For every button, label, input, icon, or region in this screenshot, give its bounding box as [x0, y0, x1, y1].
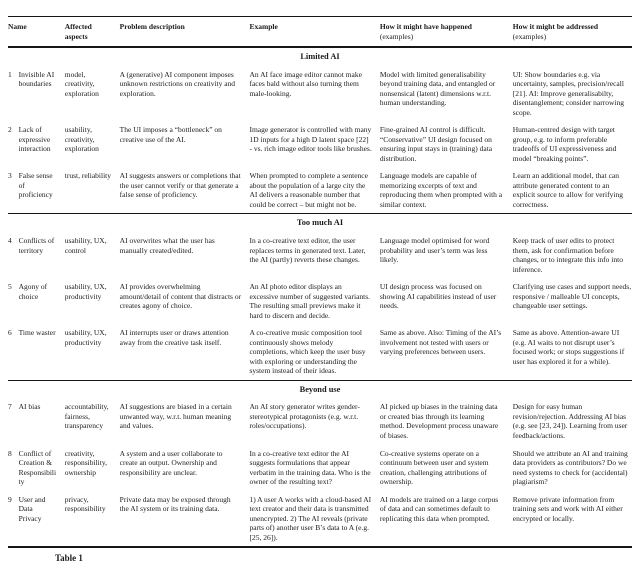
- section-title-row: [8, 214, 632, 232]
- row-number: 4: [8, 236, 12, 246]
- cell-example: In a co-creative text editor, the user replaces terms in generated text. Later, the AI (partly) reverts these changes.: [249, 236, 366, 265]
- cell-example: An AI story generator writes gender-stereotypical protagonists (e.g. w.r.t. roles/occupations).: [249, 402, 360, 431]
- cell-name: Agony of choice: [18, 282, 48, 301]
- row-number: 1: [8, 69, 12, 79]
- cell-affected-aspects: usability, UX, productivity: [64, 328, 107, 347]
- cell-problem-description: AI provides overwhelming amount/detail of content that distracts or creates agony of choice.: [119, 282, 242, 311]
- cell-how-addressed: Human-centred design with target group, e.g. to inform preferable tradeoffs of UI expressiveness and model “breaking points”.: [512, 125, 617, 163]
- cell-affected-aspects: trust, reliability: [64, 171, 112, 181]
- cell-example: An AI photo editor displays an excessive number of suggested variants. The resulting small previews make it hard to discern and decide.: [249, 282, 371, 320]
- section-too-much-ai: [8, 214, 632, 380]
- cell-problem-description: A (generative) AI component imposes unknown restrictions on creativity and exploration.: [119, 69, 236, 98]
- cell-how-addressed: Same as above. Attention-aware UI (e.g. AI waits to not disrupt user’s focused work; or stops suggestions if user has explored it for a while).: [512, 328, 625, 366]
- cell-how-happened: Same as above. Also: Timing of the AI’s involvement not tested with users or varying preferences between users.: [379, 328, 502, 357]
- table-row: [8, 445, 632, 491]
- column-header-example: Example: [249, 17, 379, 48]
- section-title: Too much AI: [8, 214, 632, 232]
- table-row: [8, 121, 632, 167]
- row-number: 8: [8, 448, 12, 458]
- row-number: 5: [8, 282, 12, 292]
- cell-how-addressed: Keep track of user edits to protect them, ask for confirmation before changes, or to integrate this info into inference.: [512, 236, 623, 274]
- cell-affected-aspects: usability, UX, control: [64, 236, 107, 255]
- cell-problem-description: A system and a user collaborate to create an output. Ownership and responsibility are unclear.: [119, 448, 223, 477]
- cell-how-addressed: UI: Show boundaries e.g. via uncertainty, samples, precision/recall [21]. AI: Improve generalisabilty, disentanglement; consider narrowing scope.: [512, 69, 624, 117]
- table-header-row: [8, 17, 632, 48]
- column-header-problem-description: Problem description: [120, 17, 250, 48]
- table-row: [8, 491, 632, 548]
- table-row: [8, 398, 632, 444]
- cell-how-addressed: Remove private information from training sets and work with AI either encrypted or locally.: [513, 491, 632, 548]
- column-header-name: Name: [8, 17, 65, 48]
- cell-name: User and Data Privacy: [19, 491, 65, 548]
- table-row: [8, 232, 632, 278]
- cell-name: Lack of expressive interaction: [18, 125, 51, 154]
- cell-example: Image generator is controlled with many 1D inputs for a high D latent space [22] - vs. rich image editor tools like brushes.: [249, 125, 372, 154]
- cell-problem-description: AI suggests answers or completions that the user cannot verify or that generate a false sense of proficiency.: [119, 171, 241, 200]
- row-number: 9: [8, 491, 19, 548]
- cell-how-happened: Language models are capable of memorizing excerpts of text and reproducing them when prompted with a similar context.: [379, 171, 503, 209]
- column-header-how-happened-title: How it might have happened: [379, 22, 472, 31]
- cell-how-happened: Fine-grained AI control is difficult. “Conservative” UI design focused on ensuring input stays in (training) data distribution.: [379, 125, 493, 163]
- cell-name: Time waster: [18, 328, 56, 338]
- cell-name: Invisible AI boundaries: [18, 69, 55, 89]
- problems-table: [8, 16, 632, 548]
- cell-how-addressed: Learn an additional model, that can attribute generated content to an explicit source to allow for verifying correctness.: [512, 171, 623, 209]
- cell-how-addressed: Should we attribute an AI and training data providers as contributors? Do we need systems to check for (accidental) plagiarism?: [512, 448, 628, 487]
- column-header-how-happened: [380, 17, 513, 48]
- cell-problem-description: AI suggestions are biased in a certain unwanted way, w.r.t. human meaning and values.: [119, 402, 232, 431]
- section-limited-ai: [8, 47, 632, 214]
- cell-how-happened: Model with limited generalisability beyond training data, and entangled or nonsensical (latent) dimensions w.r.t. human understanding.: [379, 69, 496, 108]
- table-row: [8, 278, 632, 324]
- row-number: 6: [8, 328, 12, 338]
- section-title-row: [8, 47, 632, 66]
- cell-problem-description: Private data may be exposed through the AI system or its training data.: [120, 491, 250, 548]
- row-number: 3: [8, 171, 12, 181]
- cell-name: False sense of proficiency: [18, 171, 53, 200]
- table-row: [8, 66, 632, 122]
- cell-affected-aspects: privacy, responsibility: [65, 491, 120, 548]
- column-header-how-addressed: [513, 17, 632, 48]
- cell-name: Conflicts of territory: [18, 236, 55, 255]
- cell-example: 1) A user A works with a cloud-based AI text creator and their data is transmitted unencrypted. 2) The AI reveals (private parts of) another user B’s data to A (e.g. [25, 26]).: [249, 491, 379, 548]
- column-header-how-addressed-sub: (examples): [512, 31, 547, 41]
- cell-affected-aspects: accountability, fairness, transparency: [64, 402, 109, 431]
- column-header-affected-aspects: Affected aspects: [65, 17, 120, 48]
- cell-how-addressed: Clarifying use cases and support needs, responsive / malleable UI concepts, changeable user settings.: [512, 282, 632, 311]
- cell-problem-description: AI overwrites what the user has manually created/edited.: [119, 236, 215, 255]
- table-caption: Table 1: [55, 553, 83, 564]
- cell-affected-aspects: usability, creativity, exploration: [64, 125, 99, 154]
- cell-how-addressed: Design for easy human revision/rejection. Addressing AI bias (e.g. see [23, 24]). Learning from user feedback/actions.: [512, 402, 628, 440]
- cell-affected-aspects: usability, UX, productivity: [64, 282, 107, 301]
- cell-example: In a co-creative text editor the AI suggests formulations that appear verbatim in the training data. Who is the owner of the resulting text?: [249, 448, 371, 487]
- table-row: [8, 324, 632, 380]
- cell-name: Conflict of Creation & Responsibility: [18, 448, 57, 487]
- cell-how-happened: AI models are trained on a large corpus of data and can sometimes default to replicating this data when prompted.: [380, 491, 513, 548]
- cell-affected-aspects: model, creativity, exploration: [64, 69, 99, 98]
- row-number: 7: [8, 402, 12, 412]
- section-title: Beyond use: [8, 380, 632, 398]
- cell-name: AI bias: [18, 402, 41, 412]
- section-title: Limited AI: [300, 52, 340, 62]
- section-beyond-use: [8, 380, 632, 547]
- cell-example: When prompted to complete a sentence about the population of a large city the AI delivers a reasonable number that could be correct – but might not be.: [249, 171, 368, 209]
- section-title-row: [8, 380, 632, 398]
- cell-example: A co-creative music composition tool continuously shows melody completions, which keep the user busy with exploring or understanding the system instead of their ideas.: [249, 328, 366, 376]
- cell-how-happened: UI design process was focused on showing AI capabilities instead of user needs.: [379, 282, 497, 311]
- table-row: [8, 167, 632, 214]
- column-header-how-happened-sub: (examples): [379, 31, 414, 41]
- cell-affected-aspects: creativity, responsibility, ownership: [64, 448, 107, 477]
- cell-how-happened: Language model optimised for word probability and user’s term was less likely.: [379, 236, 490, 265]
- cell-how-happened: Co-creative systems operate on a continuum between user and system creation, challenging attributions of ownership.: [379, 448, 489, 487]
- row-number: 2: [8, 125, 12, 135]
- column-header-how-addressed-title: How it might be addressed: [512, 22, 599, 31]
- cell-problem-description: The UI imposes a “bottleneck” on creative use of the AI.: [119, 125, 222, 144]
- cell-example: An AI face image editor cannot make faces bald without also turning them male-looking.: [249, 69, 362, 98]
- cell-problem-description: AI interrupts user or draws attention away from the creative task itself.: [119, 328, 229, 347]
- cell-how-happened: AI picked up biases in the training data or created bias through its learning method. Development process unaware of biases.: [379, 402, 499, 440]
